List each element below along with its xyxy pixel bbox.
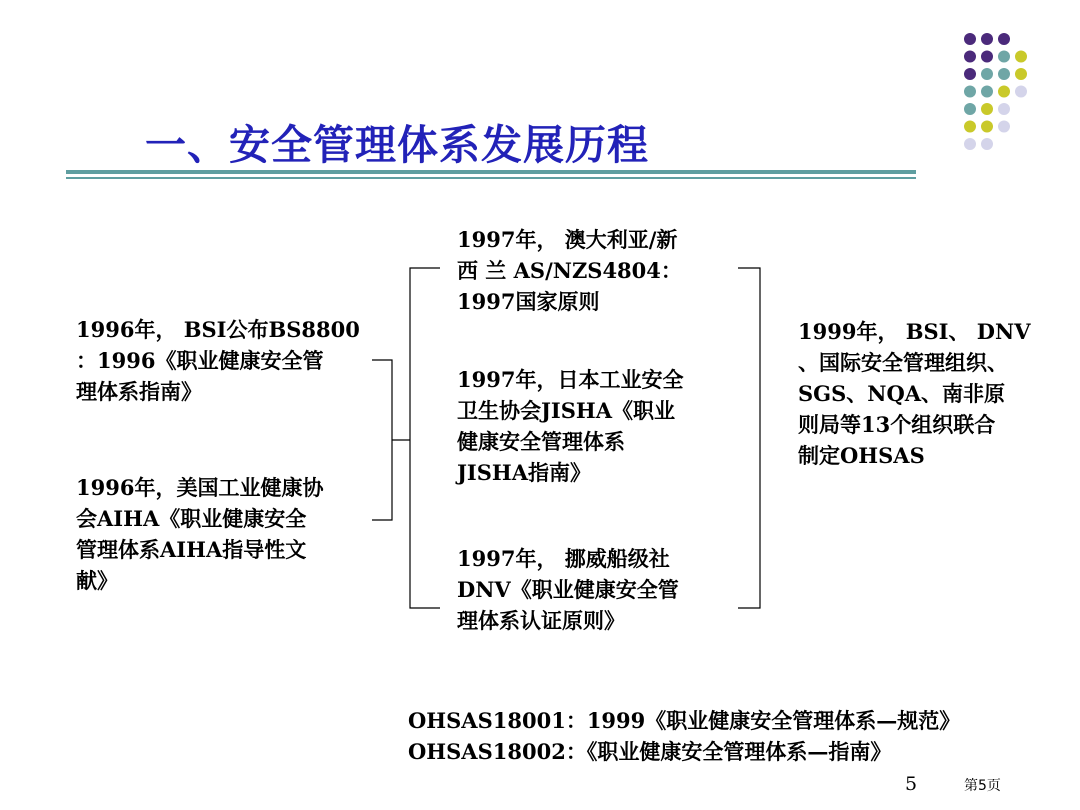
- text-line: DNV《职业健康安全管: [457, 577, 679, 602]
- text-line: 理体系认证原则》: [457, 608, 625, 633]
- text-line: 理体系指南》: [76, 379, 202, 404]
- text-line: 献》: [76, 568, 118, 593]
- middle-left-bracket: [410, 268, 440, 608]
- text-line: 1997年，日本工业安全: [457, 367, 684, 392]
- text-line: SGS、NQA、南非原: [798, 381, 1006, 406]
- text-line: 1999年， BSI、 DNV: [798, 319, 1031, 344]
- footer-standard-18002: OHSAS18002：《职业健康安全管理体系—指南》: [408, 739, 892, 764]
- text-line: 管理体系AIHA指导性文: [76, 537, 307, 562]
- page-label: 第5页: [964, 778, 1001, 794]
- text-line: 1996年， BSI公布BS8800: [76, 317, 360, 342]
- text-line: 健康安全管理体系: [457, 429, 625, 454]
- page-title: 一、安全管理体系发展历程: [145, 121, 649, 169]
- footer-standard-18001: OHSAS18001：1999《职业健康安全管理体系—规范》: [408, 708, 961, 733]
- text-line: JISHA指南》: [457, 460, 592, 485]
- text-line: 1997年， 挪威船级社: [457, 546, 670, 571]
- text-line: 会AIHA《职业健康安全: [76, 506, 307, 531]
- text-line: 1997年， 澳大利亚/新: [457, 227, 678, 252]
- text-line: 1997国家原则: [457, 289, 600, 314]
- text-line: 1996年，美国工业健康协: [76, 475, 324, 500]
- text-line: 卫生协会JISHA《职业: [457, 398, 676, 423]
- text-line: 制定OHSAS: [798, 443, 925, 468]
- text-line: ：1996《职业健康安全管: [76, 348, 324, 373]
- text-line: 则局等13个组织联合: [798, 412, 996, 437]
- left-bracket: [372, 360, 392, 520]
- page-number: 5: [905, 773, 918, 795]
- middle-right-bracket: [738, 268, 760, 608]
- text-line: 西 兰 AS/NZS4804：: [457, 258, 682, 283]
- text-line: 、国际安全管理组织、: [798, 350, 1008, 375]
